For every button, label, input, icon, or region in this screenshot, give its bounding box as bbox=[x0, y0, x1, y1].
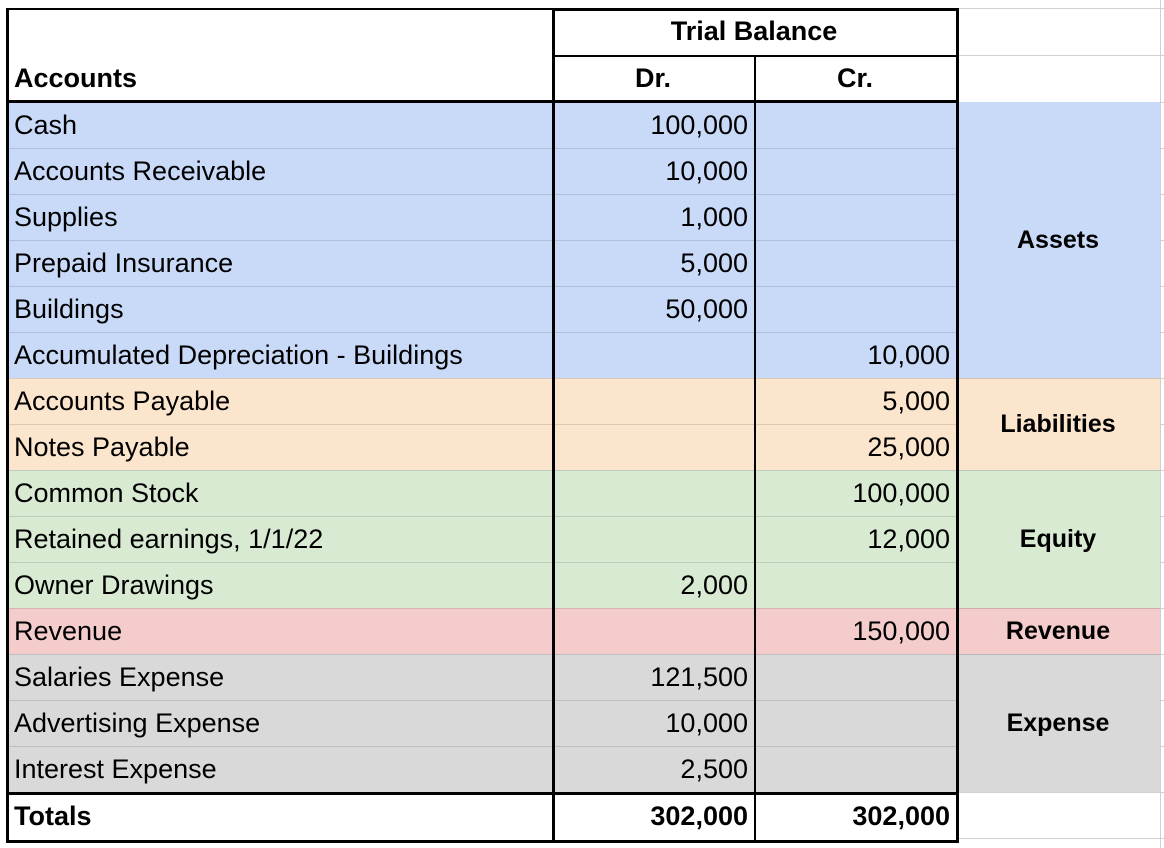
gridline bbox=[956, 55, 1164, 56]
credit-amount[interactable]: 12,000 bbox=[754, 516, 956, 562]
row-gridline bbox=[6, 332, 956, 333]
row-gridline bbox=[6, 286, 956, 287]
credit-amount[interactable]: 10,000 bbox=[754, 332, 956, 378]
credit-amount[interactable] bbox=[754, 562, 956, 608]
border bbox=[956, 8, 959, 843]
account-name[interactable]: Owner Drawings bbox=[6, 562, 552, 608]
account-name[interactable]: Cash bbox=[6, 102, 552, 148]
totals-label[interactable]: Totals bbox=[14, 800, 92, 831]
border bbox=[6, 840, 959, 843]
category-equity[interactable]: Equity bbox=[956, 470, 1160, 608]
gridline bbox=[956, 838, 1164, 839]
row-gridline bbox=[6, 516, 956, 517]
row-gridline bbox=[6, 148, 956, 149]
row-gridline bbox=[6, 700, 956, 701]
category-expense[interactable]: Expense bbox=[956, 654, 1160, 792]
debit-amount[interactable] bbox=[552, 378, 754, 424]
credit-amount[interactable]: 150,000 bbox=[754, 608, 956, 654]
credit-amount[interactable] bbox=[754, 746, 956, 792]
credit-amount[interactable]: 5,000 bbox=[754, 378, 956, 424]
row-gridline bbox=[6, 240, 956, 241]
gridline bbox=[1160, 0, 1161, 848]
credit-amount[interactable] bbox=[754, 286, 956, 332]
row-gridline bbox=[6, 424, 956, 425]
border bbox=[552, 55, 956, 57]
credit-amount[interactable] bbox=[754, 700, 956, 746]
debit-amount[interactable]: 10,000 bbox=[552, 700, 754, 746]
account-name[interactable]: Accounts Payable bbox=[6, 378, 552, 424]
border bbox=[6, 8, 9, 843]
account-name[interactable]: Accounts Receivable bbox=[6, 148, 552, 194]
account-name[interactable]: Notes Payable bbox=[6, 424, 552, 470]
account-name[interactable]: Prepaid Insurance bbox=[6, 240, 552, 286]
category-divider bbox=[956, 378, 1160, 379]
header-cr[interactable]: Cr. bbox=[836, 63, 874, 93]
border bbox=[552, 8, 959, 11]
debit-amount[interactable]: 2,500 bbox=[552, 746, 754, 792]
category-assets[interactable]: Assets bbox=[956, 102, 1160, 378]
gridline bbox=[956, 8, 1164, 9]
credit-amount[interactable] bbox=[754, 148, 956, 194]
category-divider bbox=[956, 654, 1160, 655]
row-gridline bbox=[6, 562, 956, 563]
row-gridline bbox=[6, 654, 956, 655]
debit-amount[interactable]: 121,500 bbox=[552, 654, 754, 700]
debit-amount[interactable]: 1,000 bbox=[552, 194, 754, 240]
account-name[interactable]: Advertising Expense bbox=[6, 700, 552, 746]
category-revenue[interactable]: Revenue bbox=[956, 608, 1160, 654]
border bbox=[552, 8, 555, 843]
totals-credit[interactable]: 302,000 bbox=[852, 800, 950, 831]
debit-amount[interactable] bbox=[552, 470, 754, 516]
account-name[interactable]: Retained earnings, 1/1/22 bbox=[6, 516, 552, 562]
debit-amount[interactable]: 5,000 bbox=[552, 240, 754, 286]
debit-amount[interactable] bbox=[552, 608, 754, 654]
account-name[interactable]: Buildings bbox=[6, 286, 552, 332]
gridline bbox=[956, 792, 1164, 793]
border bbox=[6, 8, 552, 10]
account-name[interactable]: Accumulated Depreciation - Buildings bbox=[6, 332, 552, 378]
account-name[interactable]: Revenue bbox=[6, 608, 552, 654]
totals-debit[interactable]: 302,000 bbox=[650, 800, 748, 831]
row-gridline bbox=[6, 194, 956, 195]
credit-amount[interactable] bbox=[754, 240, 956, 286]
credit-amount[interactable] bbox=[754, 194, 956, 240]
debit-amount[interactable] bbox=[552, 332, 754, 378]
account-name[interactable]: Interest Expense bbox=[6, 746, 552, 792]
row-gridline bbox=[6, 608, 956, 609]
border bbox=[6, 792, 959, 795]
account-name[interactable]: Common Stock bbox=[6, 470, 552, 516]
header-trial-balance[interactable]: Trial Balance bbox=[670, 16, 838, 46]
credit-amount[interactable]: 100,000 bbox=[754, 470, 956, 516]
row-gridline bbox=[6, 746, 956, 747]
category-liabilities[interactable]: Liabilities bbox=[956, 378, 1160, 470]
border bbox=[6, 100, 959, 103]
debit-amount[interactable] bbox=[552, 424, 754, 470]
category-divider bbox=[956, 470, 1160, 471]
account-name[interactable]: Supplies bbox=[6, 194, 552, 240]
debit-amount[interactable]: 50,000 bbox=[552, 286, 754, 332]
debit-amount[interactable]: 100,000 bbox=[552, 102, 754, 148]
category-divider bbox=[956, 608, 1160, 609]
header-dr[interactable]: Dr. bbox=[634, 63, 672, 93]
credit-amount[interactable]: 25,000 bbox=[754, 424, 956, 470]
row-gridline bbox=[6, 378, 956, 379]
border bbox=[754, 55, 756, 843]
debit-amount[interactable] bbox=[552, 516, 754, 562]
debit-amount[interactable]: 2,000 bbox=[552, 562, 754, 608]
row-gridline bbox=[6, 470, 956, 471]
credit-amount[interactable] bbox=[754, 102, 956, 148]
account-name[interactable]: Salaries Expense bbox=[6, 654, 552, 700]
header-accounts[interactable]: Accounts bbox=[14, 63, 138, 93]
credit-amount[interactable] bbox=[754, 654, 956, 700]
debit-amount[interactable]: 10,000 bbox=[552, 148, 754, 194]
